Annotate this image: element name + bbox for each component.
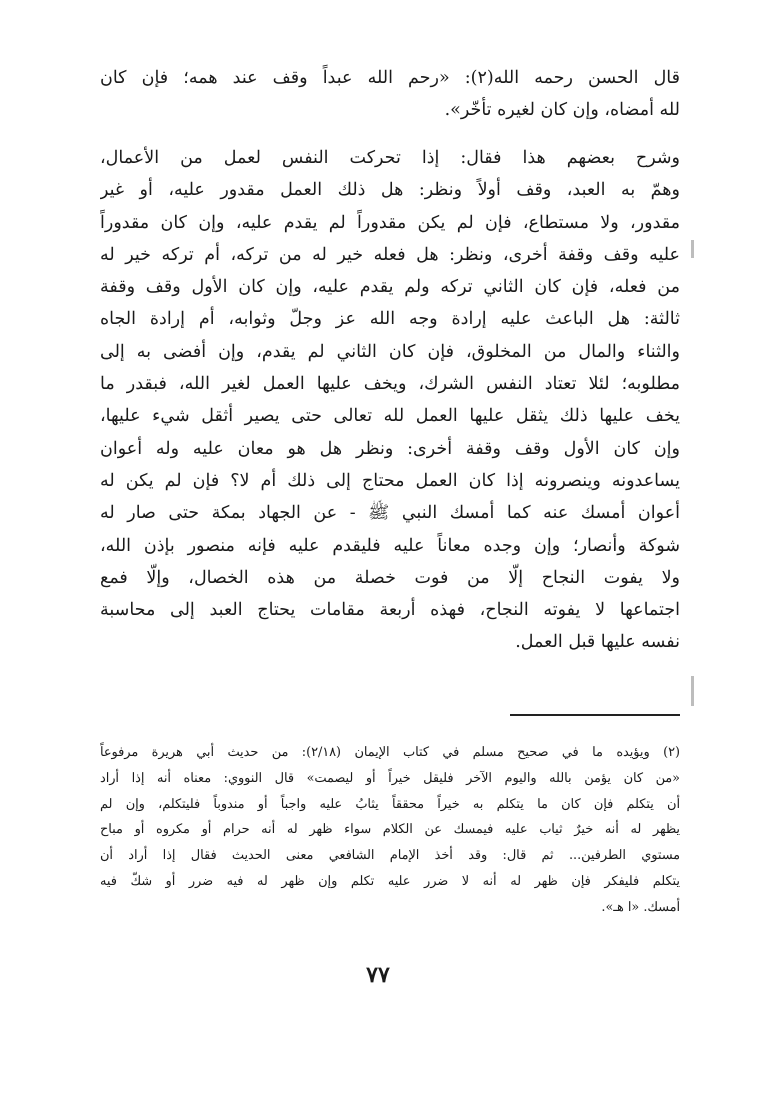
footnote-divider (510, 714, 680, 716)
text-line: اجتماعها لا يفوته النجاح، فهذه أربعة مقامات يحتاج العبد إلى محاسبة (100, 600, 680, 621)
text-line: وشرح بعضهم هذا فقال: إذا تحركت النفس لعمل من الأعمال، (100, 148, 680, 168)
text-line: نفسه عليها قبل العمل. (515, 632, 680, 653)
text-line: من فعله، فإن كان الثاني تركه ولم يقدم عليه، وإن كان الأول وقف وقفة (100, 277, 680, 298)
footnote-line: يتكلم فليفكر فإن ظهر له أنه لا ضرر عليه تكلم وإن ظهر له فيه ضرر أو شكّ فيه (100, 873, 680, 889)
margin-scan-mark (691, 240, 694, 258)
text-line: شوكة وأنصار؛ وإن وجده معاناً عليه فليقدم عليه فإنه منصور بإذن الله، (100, 535, 680, 556)
text-line: وإن كان الأول وقف وقفة أخرى: ونظر هل هو معان عليه وله أعوان (100, 438, 680, 459)
text-line: ولا يفوت النجاح إلّا من فوت خصلة من هذه الخصال، وإلّا فمع (100, 567, 680, 588)
text-line: لله أمضاه، وإن كان لغيره تأخّر». (444, 100, 680, 121)
main-paragraph (100, 142, 680, 659)
footnote-block (100, 740, 680, 921)
footnote-line: (٢) ويؤيده ما في صحيح مسلم في كتاب الإيمان (٢/١٨): من حديث أبي هريرة مرفوعاً (100, 745, 680, 760)
footnote-line: «من كان يؤمن بالله واليوم الآخر فليقل خيراً أو ليصمت» قال النووي: معناه أنه إذا أراد (100, 770, 680, 786)
text-line: ثالثة: هل الباعث عليه إرادة وجه الله عز وجلّ وثوابه، أم إرادة الجاه (100, 309, 680, 330)
margin-scan-mark (691, 676, 694, 706)
text-line: والثناء والمال من المخلوق، فإن كان الثاني لم يقدم، وإن أفضى به إلى (100, 341, 680, 362)
text-line: مقدور، ولا مستطاع، فإن لم يكن مقدوراً لم يقدم عليه، وإن كان مقدوراً (100, 212, 680, 233)
text-line: يخف عليها ذلك يثقل عليها العمل لله تعالى حتى يصير أثقل شيء عليها، (100, 406, 680, 427)
footnote-line: أن يتكلم فإن كان ما يتكلم به خيراً محققاً يثابُ عليه واجباً أو مندوباً فليتكلم، وإن لم (100, 796, 680, 812)
footnote-line: يظهر له أنه خيرٌ ثياب عليه فيمسك عن الكلام سواء ظهر له أنه حرام أو مكروه أو مباح (100, 822, 680, 838)
text-line: يساعدونه وينصرونه إذا كان العمل محتاج إلى ذلك أم لا؟ فإن لم يكن له (100, 470, 680, 491)
intro-paragraph (100, 62, 680, 127)
text-line: وهمّ به العبد، وقف أولاً ونظر: هل ذلك العمل مقدور عليه، أو غير (100, 180, 680, 201)
text-line: أعوان أمسك عنه كما أمسك النبي ﷺ - عن الجهاد بمكة حتى صار له (100, 503, 680, 524)
text-line: مطلوبه؛ لئلا تعتاد النفس الشرك، ويخف عليها العمل لغير الله، فبقدر ما (100, 374, 680, 395)
page-number: ٧٧ (366, 962, 390, 988)
footnote-line: أمسك. «ا هـ». (601, 899, 680, 915)
footnote-line: مستوي الطرفين... ثم قال: وقد أخذ الإمام الشافعي معنى الحديث فقال إذا أراد أن (100, 848, 680, 864)
text-line: قال الحسن رحمه الله(٢): «رحم الله عبداً وقف عند همه؛ فإن كان (100, 68, 680, 88)
text-line: عليه وقف وقفة أخرى، ونظر: هل فعله خير له من تركه، أم تركه خير له (100, 244, 680, 265)
